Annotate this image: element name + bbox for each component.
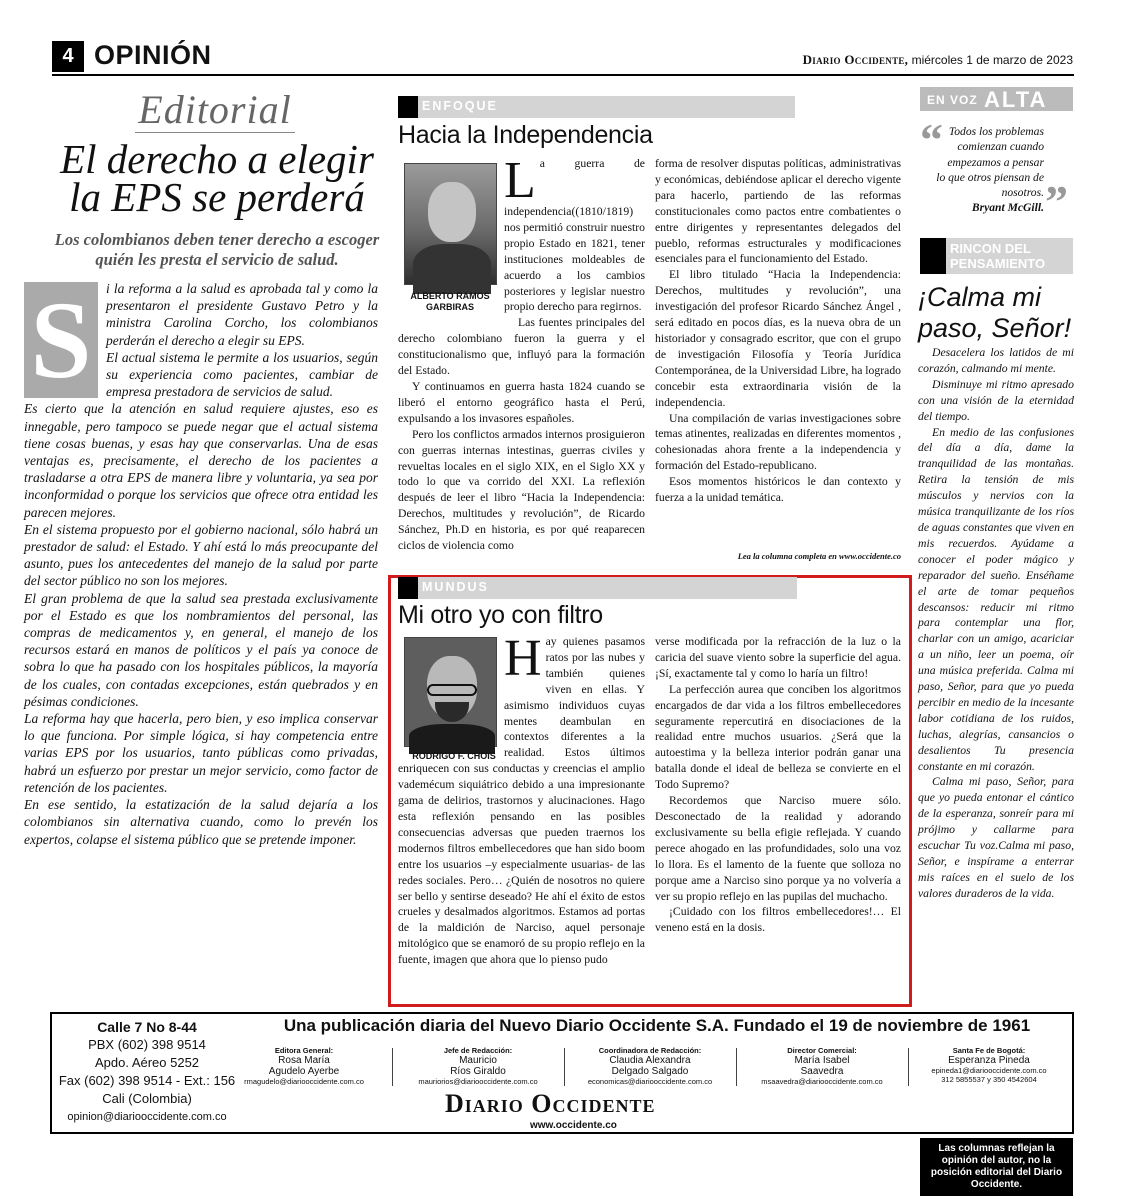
masthead-date: miércoles 1 de marzo de 2023 <box>908 53 1073 67</box>
enfoque-paragraph: Y continuamos en guerra hasta 1824 cuando se liberó el entorno geográfico hasta el Perú, expulsando a los invasores españoles. <box>398 379 645 425</box>
enfoque-paragraph: Una compilación de varias investigaciones sobre temas atinentes, realizadas en diferentes momentos , cohesionadas ahora frente a la independencia y formación del Estado-republicano. <box>655 411 901 473</box>
staff-editora: Editora General: Rosa María Agudelo Ayerbe rmagudelo@diariooccidente.com.co <box>244 1046 364 1086</box>
rincon-paragraph: Desacelera los latidos de mi corazón, calmando mi mente. <box>918 346 1074 375</box>
staff-divider <box>908 1048 909 1086</box>
quote-text: Todos los problemas comienzan cuando empezamos a pensar lo que otros piensan de nosotros. <box>936 125 1044 200</box>
en-voz-label: EN VOZ <box>927 93 978 107</box>
mundus-drop-cap: H <box>504 630 542 687</box>
enfoque-read-more: Lea la columna completa en www.occidente.co <box>737 551 901 561</box>
footer-apdo: Apdo. Aéreo 5252 <box>94 1055 200 1070</box>
columns-disclaimer: Las columnas reflejan la opinión del autor, no la posición editorial del Diario Occidente. <box>920 1138 1073 1196</box>
staff-bogota: Santa Fe de Bogotá: Esperanza Pineda epineda1@diariooccidente.com.co 312 5855537 y 350 4542604 <box>931 1046 1047 1084</box>
rincon-label: RINCON DEL PENSAMIENTO <box>950 241 1046 271</box>
footer-street: Calle 7 No 8-44 <box>97 1019 197 1035</box>
mundus-column-1 <box>398 630 645 1000</box>
editorial-paragraph: En ese sentido, la estatización de la salud dejaría a los colombianos sin alternativa cuando, como lo prevén los expertos, colapse el sistema público que se pretende imponer. <box>24 797 378 847</box>
editorial-paragraph: En el sistema propuesto por el gobierno nacional, sólo habrá un prestador de salud: el Estado. Y ahí está lo más preocupante del asunto, pues los antecedentes del manejo de la salud por parte del sector público no son los mejores. <box>24 521 378 589</box>
enfoque-headline: Hacia la Independencia <box>398 121 653 149</box>
masthead-paper-name: Diario Occidente, <box>802 52 909 67</box>
mundus-author: RODRIGO F. CHOIS <box>412 751 496 761</box>
enfoque-author: ALBERTO RAMOS GARBIRAS <box>410 291 490 312</box>
enfoque-paragraph: Las fuentes principales del derecho colombiano fueron la guerra y el constitucionalismo que, influyó para la formación del Estado. <box>398 316 645 378</box>
footer-email: opinion@diariooccidente.com.co <box>67 1111 227 1123</box>
enfoque-paragraph: a guerra de independencia((1810/1819) nos permitió construir nuestro propio Estado en 1821, tener instituciones moldeables de acuerdo a los cambios posteriores y legislar nuestro propio derecho para regirnos. <box>504 157 645 314</box>
footer-logo: Diario Occidente <box>445 1089 656 1118</box>
mundus-paragraph: verse modificada por la refracción de la luz o la caricia del suave viento sobre la superficie del agua. ¡Sí, exactamente tal y como lo haría un filtro! <box>655 635 901 680</box>
editorial-headline: El derecho a elegir la EPS se perderá <box>60 136 374 220</box>
footer-fax: Fax (602) 398 9514 - Ext.: 156 <box>58 1073 236 1088</box>
rincon-paragraph: Disminuye mi ritmo apresado con una visión de la eternidad del tiempo. <box>918 377 1074 423</box>
editorial-paragraph: La reforma hay que hacerla, pero bien, y eso implica conservar lo que funciona. Por simple lógica, si hay competencia entre varias EPS por los usuarios, tanto públicas como privadas, habrá un esfuerzo por prestar un mejor servicio, como factor de retención de los pacientes. <box>24 711 378 795</box>
section-title: OPINIÓN <box>94 40 212 70</box>
editorial-paragraph: El actual sistema le permite a los usuarios, según su experiencia como pacientes, cambiar de empresa prestadora de servicios de salud. <box>106 349 378 400</box>
mundus-paragraph: La perfección aurea que conciben los algoritmos encargados de dar vida a los filtros embellecedores seguramente repercutirá en disociaciones de la realidad entre muchos usuarios. ¿Será que la autoestima y la belleza interior podrán ganar una batalla donde el ideal de belleza se convierte en el Todo Supremo? <box>655 682 901 792</box>
mundus-column-2 <box>655 634 901 936</box>
quote-author: Bryant McGill. <box>971 201 1044 215</box>
staff-divider <box>392 1048 393 1086</box>
rincon-headline: ¡Calma mi paso, Señor! <box>918 282 1072 343</box>
close-quote-icon: ” <box>1045 176 1068 227</box>
editorial-kicker: Editorial <box>138 87 292 132</box>
staff-coordinadora: Coordinadora de Redacción: Claudia Alexandra Delgado Salgado economicas@diariooccidente.com.co <box>587 1046 713 1086</box>
enfoque-banner <box>398 96 795 118</box>
editorial-body <box>24 280 378 848</box>
enfoque-column-2 <box>655 156 901 506</box>
header-rule <box>52 74 1074 76</box>
footer-box <box>50 1012 1074 1134</box>
rincon-paragraph: En medio de las confusiones del día a día, dame la tranquilidad de las montañas. Retira la tensión de mis músculos y nervios con la música tranquilizante de los ríos de aguas constantes que viven en mis recuerdos. Ayúdame a conocer el poder mágico y reparador del sueño. Enséñame el arte de tomar pequeños descansos: reducir mi ritmo para contemplar una flor, charlar con un amigo, acariciar a un niño, leer un poema, oír una música preferida. Calma mi paso, Señor, para que yo pueda percibir en medio de la incesante labor cotidiana de los ruidos, luchas, alegrías, cansancios o desalientos Tu presencia constante en mi corazón. <box>918 425 1074 773</box>
editorial-kicker-rule <box>135 132 295 133</box>
staff-director-comercial: Director Comercial: María Isabel Saavedra msaavedra@diariooccidente.com.co <box>761 1046 883 1086</box>
rincon-paragraph: Calma mi paso, Señor, para que yo pueda entonar el cántico de la esperanza, sonreír para mi prójimo y callarme para escuchar Tu voz.Calma mi paso, Señor, e inspírame a enterrar mis raíces en el suelo de los valores duraderos de la vida. <box>918 775 1074 900</box>
editorial-paragraph: El gran problema de que la salud sea prestada exclusivamente por el Estado es que los nombramientos del personal, las compras de medicamentos y, en general, el manejo de los recursos estará en manos de políticos y el país ya conoce de sobra lo que ha pasado con los hospitales públicos, la mayoría de los cuales, con contadas excepciones, están quebrados y en pésimas condiciones. <box>24 590 378 709</box>
page-number: 4 <box>52 41 84 72</box>
enfoque-drop-cap: L <box>504 152 536 209</box>
rincon-banner <box>920 238 1073 274</box>
footer-city: Cali (Colombia) <box>102 1091 192 1106</box>
mundus-banner <box>398 577 797 599</box>
enfoque-label: ENFOQUE <box>422 99 498 113</box>
staff-divider <box>736 1048 737 1086</box>
en-voz-alta-banner <box>920 87 1073 111</box>
open-quote-icon: “ <box>920 114 943 165</box>
editorial-paragraph: i la reforma a la salud es aprobada tal y como la presentaron el presidente Gustavo Petro y la ministra Carolina Corcho, los colombianos perderán el derecho a elegir su EPS. <box>106 281 378 348</box>
enfoque-paragraph: Esos momentos históricos le dan contexto y fuerza a la unidad temática. <box>655 475 901 505</box>
mundus-label: MUNDUS <box>422 580 489 594</box>
enfoque-paragraph: forma de resolver disputas políticas, administrativas y económicas, debiéndose aplicar el derecho vigente para hacerlo, partiendo de las reformas constitucionales como pactos entre combatientes o entre dirigentes y representantes delegados del pueblo, reformas estructurales y modificaciones esenciales para el funcionamiento del Estado. <box>655 157 901 266</box>
footer-address <box>56 1018 238 1126</box>
footer-tagline: Una publicación diaria del Nuevo Diario Occidente S.A. Fundado el 19 de noviembre de 1961 <box>283 1016 1031 1035</box>
staff-divider <box>564 1048 565 1086</box>
enfoque-column-1 <box>398 152 645 554</box>
mundus-paragraph: Recordemos que Narciso muere sólo. Desconectado de la realidad y adorando exclusivamente su bella efigie reflejada. Y cuando perece ahogado en las profundidades, solo una voz lo llora. Es el lamento de la fuente que solloza no porque ame a Narciso sino porque ya no volvería a ver su propio reflejo en las pupilas del muchacho. <box>655 794 901 903</box>
staff-jefe-redaccion: Jefe de Redacción: Mauricio Ríos Giraldo mauriorios@diariooccidente.com.co <box>418 1046 538 1086</box>
enfoque-paragraph: Pero los conflictos armados internos prosiguieron con guerras internas intestinas, guerras civiles y revueltas locales en el siglo XIX, en el Siglo XX y todo lo que va corrido del XXI. La reflexión después de leer el libro “Hacia la Independencia: Derechos, multitudes y revolución”, de Ricardo Sánchez, Ph.D en historia, es por qué reaparecen ciclos de violencia como <box>398 427 645 553</box>
mundus-headline: Mi otro yo con filtro <box>398 601 603 629</box>
mundus-paragraph: ¡Cuidado con los filtros embellecedores!… El veneno está en la dosis. <box>655 905 901 935</box>
rincon-body <box>918 345 1074 902</box>
masthead <box>803 52 1073 68</box>
quote-block <box>936 124 1044 216</box>
editorial-paragraph: Es cierto que la atención en salud requiere ajustes, eso es innegable, pero tampoco se puede negar que el actual sistema tiene cosas buenas, y esas hay que conservarlas. Una de esas ventajas es, precisamente, el derecho de los pacientes a trasladarse a otra EPS de manera libre y voluntaria, ya sea por inconformidad o porque los servicios que ofrece otra entidad les parecen mejores. <box>24 401 378 520</box>
alta-label: ALTA <box>984 87 1048 112</box>
mundus-paragraph: ay quienes pasamos ratos por las nubes y también quienes viven en ellas. Y asimismo individuos cuyas mentes deambulan en contextos diferentes a la realidad. Estos últimos enriquecen con sus conductas y creencias el amplio vademécum siquiátrico debido a una impresionante gama de delirios, trastornos y alucinaciones. Hago esta reflexión pensando en las posibles consecuencias adversas que pueden traernos los modernos filtros embellecedores que han sido boom entre los usuarios –y especialmente usuarias- de las redes sociales. Pero… ¿Quién de nosotros no quiere ser bello y sentirse deseado? He ahí el éxito de estos crueles y desalmados algoritmos. Estamos ad portas de la maldición de Narciso, aquel personaje mitológico que se enamoró de su propio reflejo en la fuente, imagen que ahora que lo pienso pudo <box>398 635 645 967</box>
editorial-drop-cap: S <box>24 282 98 398</box>
footer-url[interactable]: www.occidente.co <box>530 1120 617 1131</box>
editorial-deck: Los colombianos deben tener derecho a escoger quién les presta el servicio de salud. <box>54 230 380 269</box>
footer-pbx: PBX (602) 398 9514 <box>88 1037 206 1052</box>
enfoque-paragraph: El libro titulado “Hacia la Independencia: Derechos, multitudes y revolución”, una investigación del profesor Ricardo Sánchez Ángel , será editado en pocos días, es la nueva obra de un historiador y consagrado escritor, que con el grupo de investigación Filosofía y Teoría Jurídica Contemporánea, de la Universidad Libre, ha logrado concebir esta extraordinaria visión de la independencia. <box>655 268 902 409</box>
